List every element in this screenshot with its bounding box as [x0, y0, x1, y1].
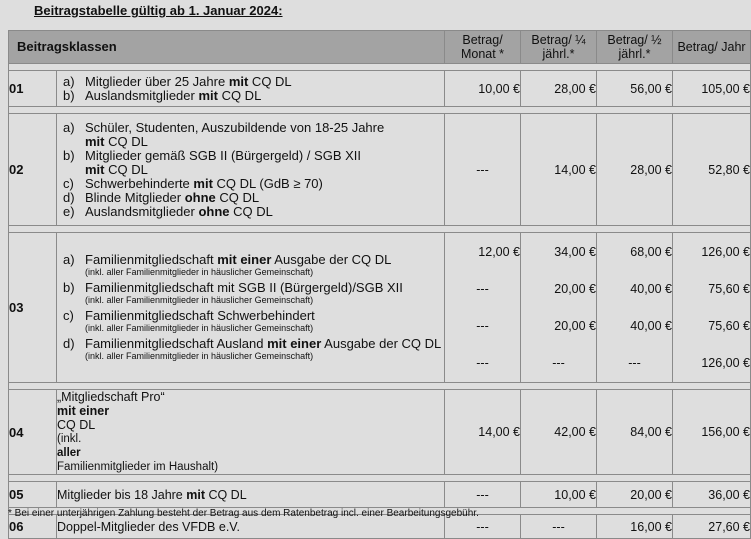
amount-viertel: 34,00 € 20,00 € 20,00 € ---: [521, 233, 597, 383]
amount-jahr: 105,00 €: [673, 71, 751, 107]
amount-monat: 14,00 €: [445, 390, 521, 475]
header-halb: Betrag/ ½ jährl.*: [597, 31, 673, 64]
class-number: 04: [9, 390, 57, 475]
amount-jahr: 52,80 €: [673, 114, 751, 226]
class-description: „Mitgliedschaft Pro“ mit einer CQ DL (inkl. aller Familienmitglieder im Haushalt): [57, 390, 445, 475]
header-viertel: Betrag/ ¼ jährl.*: [521, 31, 597, 64]
table-row-02: [9, 114, 751, 226]
class-description: a) Mitglieder über 25 Jahre mit CQ DL b) Auslandsmitglieder mit CQ DL: [57, 71, 445, 107]
header-jahr: Betrag/ Jahr: [673, 31, 751, 64]
header-classes: Beitragsklassen: [9, 31, 445, 64]
class-number: 03: [9, 233, 57, 383]
amount-halb: 84,00 €: [597, 390, 673, 475]
table-row-01: [9, 71, 751, 107]
class-number: 02: [9, 114, 57, 226]
amount-monat: 12,00 € --- --- ---: [445, 233, 521, 383]
amount-monat: ---: [445, 114, 521, 226]
fee-table: [8, 30, 751, 539]
class-description: a) Familienmitgliedschaft mit einer Ausgabe der CQ DL (inkl. aller Familienmitglieder in häuslicher Gemeinschaft) b) Familienmitgliedschaft mit SGB II (Bürgergeld)/SGB XII (inkl. aller Familienmitglieder in häuslicher Gemeinschaft) c) Familienmitgliedschaft Schwerbehindert (inkl. aller Familienmitglieder in häuslicher Gemeinschaft) d) Familienmitgliedschaft Ausland mit einer Ausgabe der CQ DL (inkl. aller Familienmitglieder in häuslicher Gemeinschaft): [57, 233, 445, 383]
page-title: Beitragstabelle gültig ab 1. Januar 2024:: [34, 3, 283, 18]
class-number: 01: [9, 71, 57, 107]
class-description: Mitglieder bis 18 Jahre mit CQ DL: [57, 482, 445, 508]
table-row-03: [9, 233, 751, 383]
amount-halb: 56,00 €: [597, 71, 673, 107]
amount-monat: ---: [445, 515, 521, 539]
amount-jahr: 36,00 €: [673, 482, 751, 508]
class-description: Doppel-Mitglieder des VFDB e.V.: [57, 515, 445, 539]
amount-jahr: 126,00 € 75,60 € 75,60 € 126,00 €: [673, 233, 751, 383]
amount-viertel: 28,00 €: [521, 71, 597, 107]
amount-viertel: 10,00 €: [521, 482, 597, 508]
amount-monat: 10,00 €: [445, 71, 521, 107]
amount-jahr: 27,60 €: [673, 515, 751, 539]
amount-viertel: 42,00 €: [521, 390, 597, 475]
amount-halb: 68,00 € 40,00 € 40,00 € ---: [597, 233, 673, 383]
amount-jahr: 156,00 €: [673, 390, 751, 475]
amount-viertel: 14,00 €: [521, 114, 597, 226]
amount-viertel: ---: [521, 515, 597, 539]
amount-halb: 28,00 €: [597, 114, 673, 226]
class-number: 05: [9, 482, 57, 508]
header-row: [9, 31, 751, 64]
footnote: * Bei einer unterjährigen Zahlung besteht der Betrag aus dem Ratenbetrag incl. einer Bearbeitungsgebühr.: [8, 508, 479, 519]
amount-halb: 20,00 €: [597, 482, 673, 508]
table-row-05: [9, 482, 751, 508]
class-number: 06: [9, 515, 57, 539]
header-monat: Betrag/ Monat *: [445, 31, 521, 64]
class-description: a) Schüler, Studenten, Auszubildende von 18-25 Jahre mit CQ DL b) Mitglieder gemäß SGB II (Bürgergeld) / SGB XII mit CQ DL c) Schwerbehinderte mit CQ DL (GdB ≥ 70) d) Blinde Mitglieder ohne CQ DL e) Auslandsmitglieder ohne CQ DL: [57, 114, 445, 226]
table-row-04: [9, 390, 751, 475]
amount-halb: 16,00 €: [597, 515, 673, 539]
amount-monat: ---: [445, 482, 521, 508]
